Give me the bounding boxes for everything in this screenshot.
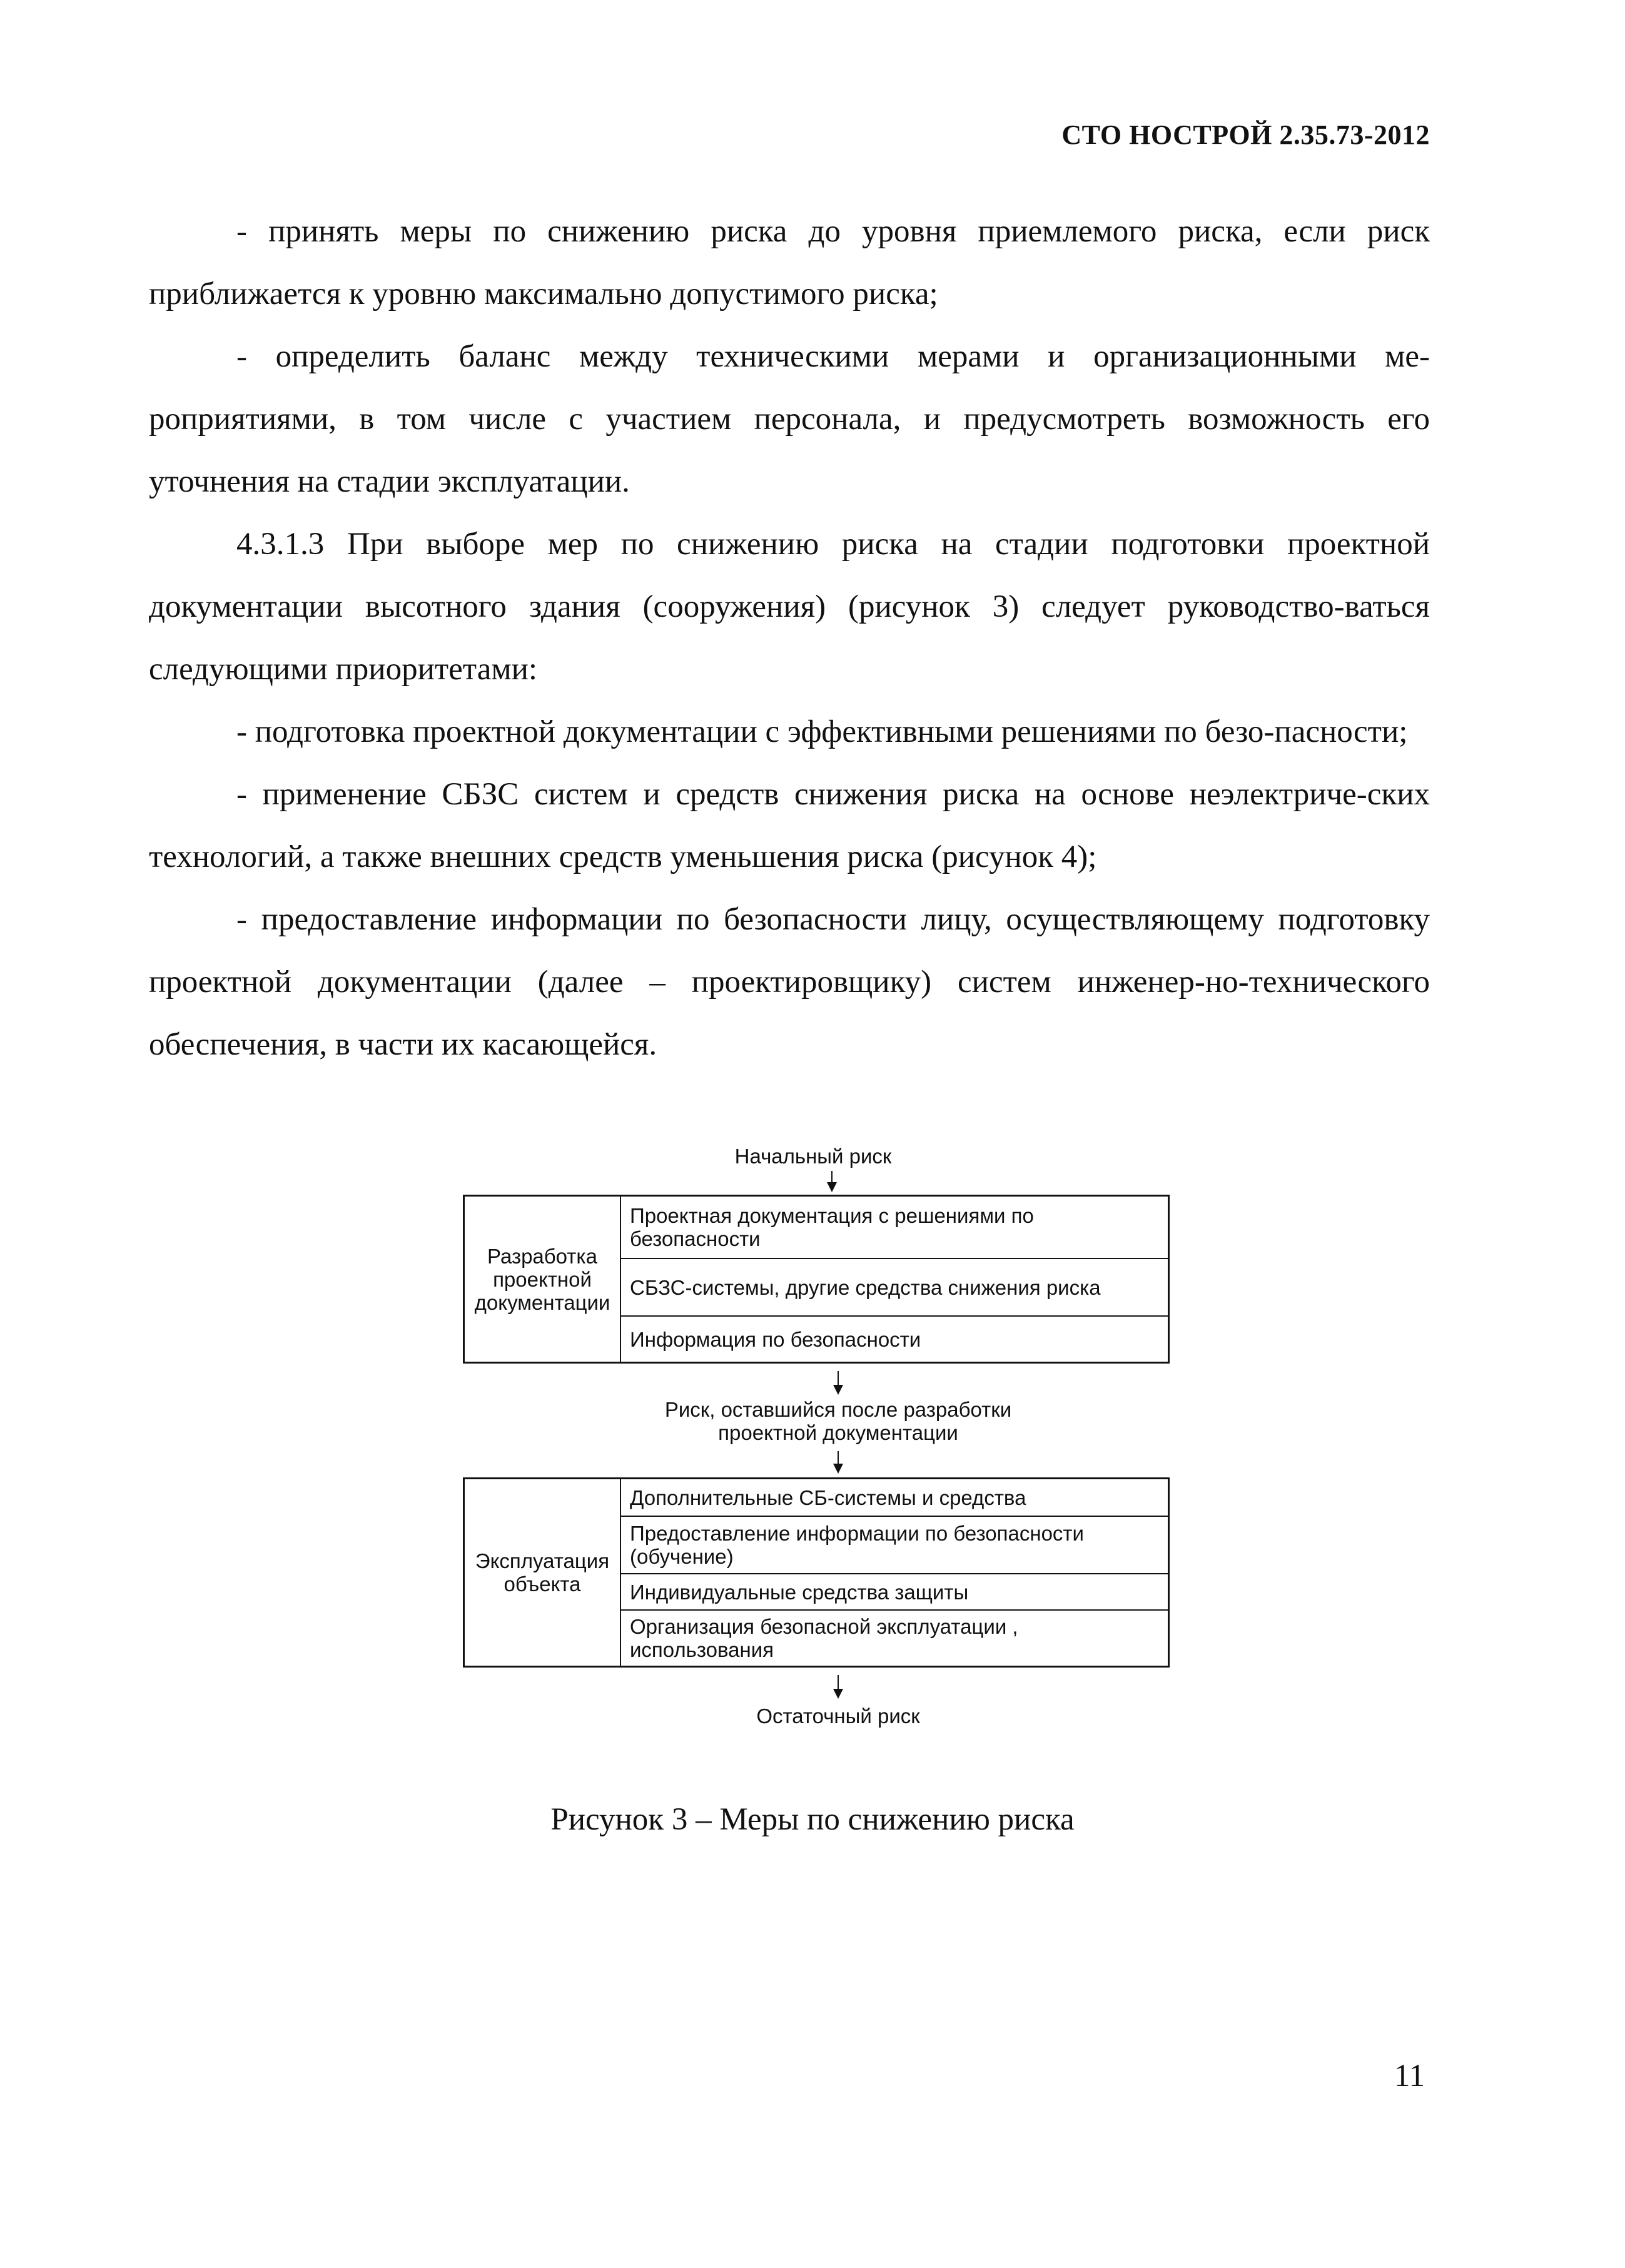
stage-operation-item: Организация безопасной эксплуатации , использования xyxy=(630,1615,1018,1661)
residual-risk-label: Остаточный риск xyxy=(756,1704,920,1728)
arrow-down-icon xyxy=(838,1371,839,1392)
paragraph-4: - подготовка проектной документации с эффективными решениями по безо-пасности; xyxy=(236,714,1408,749)
arrow-down-icon xyxy=(838,1675,839,1696)
intermediate-risk-label: Риск, оставшийся после разработки проектной документации xyxy=(664,1398,1012,1444)
paragraph-6: - предоставление информации по безопасности лицу, осуществляющему подготовку проектной документации (далее – проектировщику) систем инженер-но-технического обеспечения, в части их касающейся. xyxy=(149,902,1430,1062)
stage-operation-item: Индивидуальные средства защиты xyxy=(621,1574,1168,1611)
paragraph-3: 4.3.1.3 При выборе мер по снижению риска на стадии подготовки проектной документации высотного здания (сооружения) (рисунок 3) следует руководство-ваться следующими приоритетами: xyxy=(149,527,1430,687)
paragraph-2: - определить баланс между техническими мерами и организационными ме-роприятиями, в том числе с участием персонала, и предусмотреть возможность его уточнения на стадии эксплуатации. xyxy=(149,339,1430,499)
stage-design-item: Информация по безопасности xyxy=(630,1327,921,1351)
page-number: 11 xyxy=(1394,2058,1425,2093)
stage-design-item: Проектная документация с решениями по безопасности xyxy=(621,1197,1168,1259)
body-text xyxy=(149,200,1430,1076)
arrow-down-icon xyxy=(838,1451,839,1471)
stage-operation-label: Эксплуатация объекта xyxy=(465,1479,621,1666)
stage-operation-item: Предоставление информации по безопасности (обучение) xyxy=(621,1517,1168,1574)
arrow-down-icon xyxy=(831,1171,833,1190)
start-risk-label: Начальный риск xyxy=(734,1145,892,1168)
risk-reduction-diagram xyxy=(463,1145,1176,1808)
paragraph-1: - принять меры по снижению риска до уровня приемлемого риска, если риск приближается к уровню максимально допустимого риска; xyxy=(149,214,1430,311)
stage-operation-item: Дополнительные СБ-системы и средства xyxy=(621,1479,1168,1517)
stage-operation-box xyxy=(463,1477,1170,1668)
stage-design-box xyxy=(463,1195,1170,1364)
stage-design-label: Разработка проектной документации xyxy=(465,1197,621,1362)
document-header-code: СТО НОСТРОЙ 2.35.73-2012 xyxy=(1061,119,1430,150)
paragraph-5: - применение СБЗС систем и средств снижения риска на основе неэлектриче-ских технологий, а также внешних средств уменьшения риска (рисунок 4); xyxy=(149,777,1430,874)
figure-caption: Рисунок 3 – Меры по снижению риска xyxy=(550,1802,1075,1837)
stage-design-item: СБЗС-системы, другие средства снижения риска xyxy=(621,1259,1168,1317)
